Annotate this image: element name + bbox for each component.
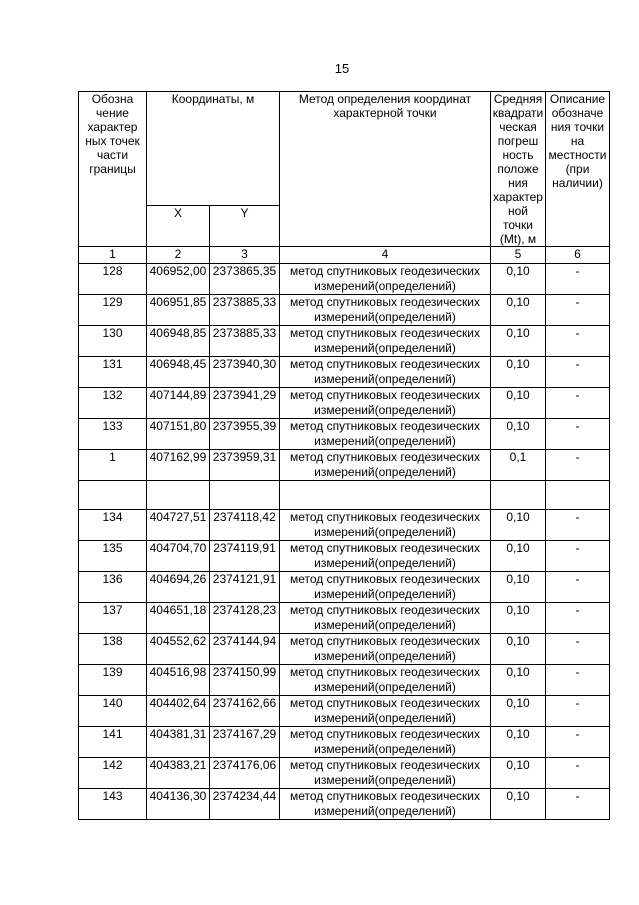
accuracy-cell: 0,10 — [491, 264, 546, 295]
method-cell: метод спутниковых геодезических измерений(определений) — [280, 357, 491, 388]
coordinate-x-cell: 404651,18 — [147, 603, 210, 634]
coordinate-y-cell: 2373941,29 — [210, 388, 280, 419]
table-row — [79, 419, 610, 450]
column-number: 2 — [147, 247, 210, 264]
table-row — [79, 665, 610, 696]
accuracy-cell: 0,10 — [491, 419, 546, 450]
page-number: 15 — [334, 61, 350, 76]
table-row — [79, 541, 610, 572]
coordinate-x-cell: 404727,51 — [147, 510, 210, 541]
coordinate-x-cell: 406948,85 — [147, 326, 210, 357]
coordinate-x-cell: 404381,31 — [147, 727, 210, 758]
description-cell: - — [546, 541, 610, 572]
coordinate-y-cell: 2374150,99 — [210, 665, 280, 696]
accuracy-cell: 0,1 — [491, 450, 546, 481]
table-row — [79, 789, 610, 820]
description-cell: - — [546, 727, 610, 758]
method-cell — [280, 481, 491, 510]
table-row — [79, 758, 610, 789]
description-cell: - — [546, 357, 610, 388]
table-row — [79, 603, 610, 634]
point-number-cell: 141 — [79, 727, 147, 758]
column-number: 1 — [79, 247, 147, 264]
coordinate-y-cell: 2374128,23 — [210, 603, 280, 634]
point-number-cell: 136 — [79, 572, 147, 603]
column-number: 4 — [280, 247, 491, 264]
description-cell: - — [546, 572, 610, 603]
table-row — [79, 572, 610, 603]
point-number-cell: 142 — [79, 758, 147, 789]
method-cell: метод спутниковых геодезических измерений(определений) — [280, 603, 491, 634]
description-cell: - — [546, 419, 610, 450]
coordinate-y-cell: 2374176,06 — [210, 758, 280, 789]
header-accuracy: Средняя квадрати ческая погреш ность положе ния характер ной точки (Mt), м — [491, 92, 546, 247]
coordinate-y-cell: 2374144,94 — [210, 634, 280, 665]
description-cell: - — [546, 634, 610, 665]
description-cell: - — [546, 510, 610, 541]
description-cell: - — [546, 326, 610, 357]
point-number-cell: 138 — [79, 634, 147, 665]
coordinate-x-cell: 407144,89 — [147, 388, 210, 419]
accuracy-cell: 0,10 — [491, 634, 546, 665]
method-cell: метод спутниковых геодезических измерений(определений) — [280, 572, 491, 603]
table-row — [79, 634, 610, 665]
table-row — [79, 295, 610, 326]
accuracy-cell: 0,10 — [491, 541, 546, 572]
point-number-cell: 132 — [79, 388, 147, 419]
accuracy-cell: 0,10 — [491, 758, 546, 789]
method-cell: метод спутниковых геодезических измерений(определений) — [280, 696, 491, 727]
description-cell: - — [546, 603, 610, 634]
accuracy-cell: 0,10 — [491, 326, 546, 357]
coordinate-x-cell: 404402,64 — [147, 696, 210, 727]
description-cell: - — [546, 264, 610, 295]
coordinate-x-cell: 407162,99 — [147, 450, 210, 481]
method-cell: метод спутниковых геодезических измерений(определений) — [280, 326, 491, 357]
accuracy-cell: 0,10 — [491, 603, 546, 634]
table-row — [79, 388, 610, 419]
description-cell: - — [546, 789, 610, 820]
coordinate-y-cell: 2374234,44 — [210, 789, 280, 820]
coordinate-y-cell: 2373959,31 — [210, 450, 280, 481]
header-coordinates: Координаты, м — [147, 92, 280, 206]
description-cell: - — [546, 388, 610, 419]
method-cell: метод спутниковых геодезических измерений(определений) — [280, 419, 491, 450]
column-number-row — [79, 247, 610, 264]
header-x: X — [147, 206, 210, 247]
column-number: 3 — [210, 247, 280, 264]
coordinate-x-cell: 407151,80 — [147, 419, 210, 450]
point-number-cell: 130 — [79, 326, 147, 357]
method-cell: метод спутниковых геодезических измерений(определений) — [280, 450, 491, 481]
coordinate-x-cell: 406951,85 — [147, 295, 210, 326]
accuracy-cell: 0,10 — [491, 727, 546, 758]
coordinate-x-cell — [147, 481, 210, 510]
accuracy-cell: 0,10 — [491, 696, 546, 727]
coordinate-y-cell — [210, 481, 280, 510]
point-number-cell: 133 — [79, 419, 147, 450]
description-cell: - — [546, 450, 610, 481]
point-number-cell: 137 — [79, 603, 147, 634]
accuracy-cell: 0,10 — [491, 665, 546, 696]
coordinate-x-cell: 406952,00 — [147, 264, 210, 295]
coordinate-x-cell: 406948,45 — [147, 357, 210, 388]
method-cell: метод спутниковых геодезических измерений(определений) — [280, 264, 491, 295]
description-cell: - — [546, 758, 610, 789]
header-method: Метод определения координат характерной точки — [280, 92, 491, 247]
header-row — [79, 92, 610, 206]
coordinate-y-cell: 2374167,29 — [210, 727, 280, 758]
column-number: 5 — [491, 247, 546, 264]
coordinate-x-cell: 404704,70 — [147, 541, 210, 572]
accuracy-cell: 0,10 — [491, 572, 546, 603]
method-cell: метод спутниковых геодезических измерений(определений) — [280, 758, 491, 789]
point-number-cell: 143 — [79, 789, 147, 820]
method-cell: метод спутниковых геодезических измерений(определений) — [280, 789, 491, 820]
method-cell: метод спутниковых геодезических измерений(определений) — [280, 295, 491, 326]
description-cell: - — [546, 696, 610, 727]
accuracy-cell: 0,10 — [491, 357, 546, 388]
table-row — [79, 326, 610, 357]
coordinate-x-cell: 404552,62 — [147, 634, 210, 665]
column-number: 6 — [546, 247, 610, 264]
header-description: Описание обозначе ния точки на местности (при наличии) — [546, 92, 610, 247]
description-cell: - — [546, 295, 610, 326]
accuracy-cell: 0,10 — [491, 510, 546, 541]
header-designation: Обозна чение характер ных точек части границы — [79, 92, 147, 247]
point-number-cell: 135 — [79, 541, 147, 572]
accuracy-cell — [491, 481, 546, 510]
coordinate-y-cell: 2374118,42 — [210, 510, 280, 541]
coordinate-y-cell: 2373885,33 — [210, 326, 280, 357]
coordinate-y-cell: 2374119,91 — [210, 541, 280, 572]
table-row — [79, 481, 610, 510]
point-number-cell: 1 — [79, 450, 147, 481]
table-row — [79, 450, 610, 481]
point-number-cell: 129 — [79, 295, 147, 326]
accuracy-cell: 0,10 — [491, 388, 546, 419]
accuracy-cell: 0,10 — [491, 295, 546, 326]
point-number-cell: 128 — [79, 264, 147, 295]
method-cell: метод спутниковых геодезических измерений(определений) — [280, 541, 491, 572]
point-number-cell — [79, 481, 147, 510]
coordinates-table — [78, 91, 610, 820]
coordinate-x-cell: 404694,26 — [147, 572, 210, 603]
coordinate-y-cell: 2373955,39 — [210, 419, 280, 450]
table-row — [79, 510, 610, 541]
description-cell — [546, 481, 610, 510]
point-number-cell: 139 — [79, 665, 147, 696]
coordinate-y-cell: 2373885,33 — [210, 295, 280, 326]
table-row — [79, 696, 610, 727]
coordinate-y-cell: 2373865,35 — [210, 264, 280, 295]
point-number-cell: 131 — [79, 357, 147, 388]
coordinate-x-cell: 404136,30 — [147, 789, 210, 820]
method-cell: метод спутниковых геодезических измерений(определений) — [280, 388, 491, 419]
point-number-cell: 140 — [79, 696, 147, 727]
table-body — [79, 92, 610, 820]
table-row — [79, 357, 610, 388]
coordinate-y-cell: 2374121,91 — [210, 572, 280, 603]
coordinate-x-cell: 404383,21 — [147, 758, 210, 789]
method-cell: метод спутниковых геодезических измерений(определений) — [280, 634, 491, 665]
coordinate-x-cell: 404516,98 — [147, 665, 210, 696]
method-cell: метод спутниковых геодезических измерений(определений) — [280, 727, 491, 758]
coordinate-y-cell: 2374162,66 — [210, 696, 280, 727]
method-cell: метод спутниковых геодезических измерений(определений) — [280, 665, 491, 696]
description-cell: - — [546, 665, 610, 696]
table-row — [79, 727, 610, 758]
coordinate-y-cell: 2373940,30 — [210, 357, 280, 388]
table-row — [79, 264, 610, 295]
accuracy-cell: 0,10 — [491, 789, 546, 820]
header-y: Y — [210, 206, 280, 247]
point-number-cell: 134 — [79, 510, 147, 541]
method-cell: метод спутниковых геодезических измерений(определений) — [280, 510, 491, 541]
